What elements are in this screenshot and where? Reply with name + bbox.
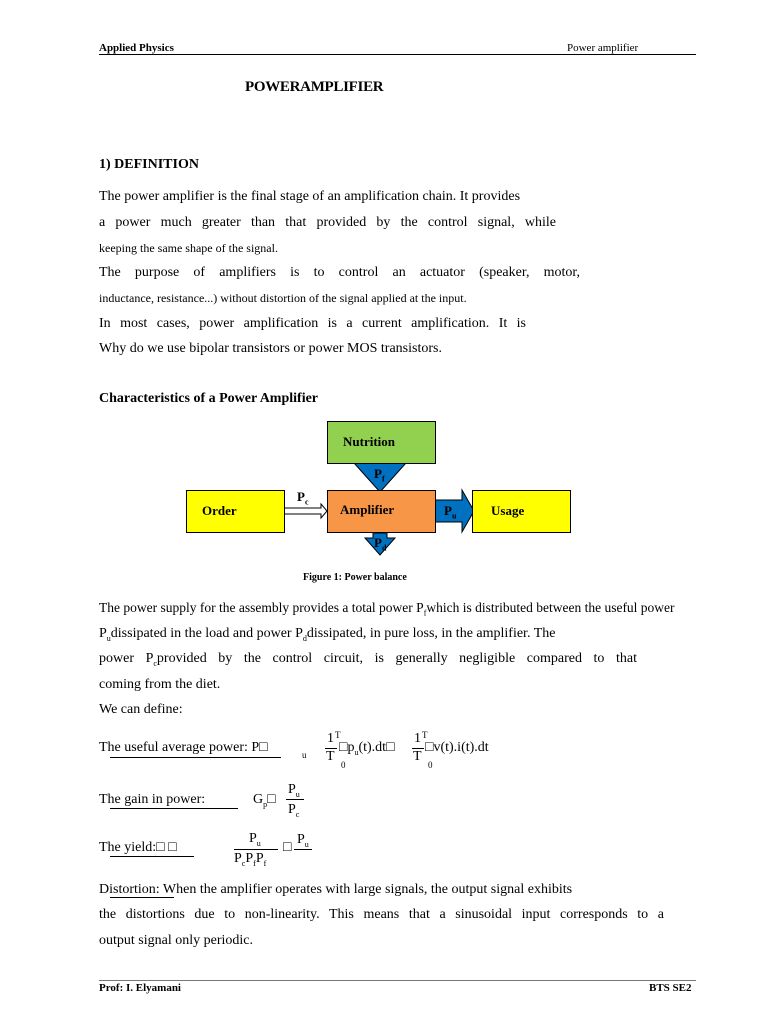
definition-line-3: keeping the same shape of the signal.	[99, 241, 278, 255]
int2-body: □v(t).i(t).dt	[425, 740, 489, 755]
order-label: Order	[202, 503, 237, 518]
figure-caption: Figure 1: Power balance	[303, 572, 407, 583]
int1-lower: 0	[341, 760, 346, 770]
yield-label: The yield:□ □	[99, 840, 177, 855]
frac1-den: T	[326, 749, 335, 764]
pf-label: $P_f$	[374, 466, 385, 484]
nutrition-box	[327, 421, 436, 464]
characteristics-heading: Characteristics of a Power Amplifier	[99, 391, 319, 406]
pd-label: $P_d$	[374, 535, 387, 553]
int1-upper: T	[335, 730, 341, 740]
usage-label: Usage	[491, 503, 525, 518]
gain-num: $P_u$	[288, 782, 300, 799]
footer-left: Prof: I. Elyamani	[99, 982, 181, 994]
definition-line-4: The purpose of amplifiers is to control an actuator (speaker, motor,	[99, 265, 580, 280]
yield-num2: $P_u$	[297, 832, 309, 849]
int1-body: $□p_u(t).dt□$	[339, 740, 395, 757]
gain-den: $P_c$	[288, 802, 300, 819]
distortion-line-2: the distortions due to non-linearity. This means that a sinusoidal input corresponds to a	[99, 907, 664, 922]
header-left: Applied Physics	[99, 42, 174, 54]
useful-power-label: The useful average power: P□	[99, 740, 268, 755]
supply-line-5: We can define:	[99, 702, 183, 717]
amplifier-label: Amplifier	[340, 502, 395, 517]
supply-line-1: The power supply for the assembly provides a total power $P_fwhich$ is distributed between the useful power	[99, 600, 675, 618]
supply-line-2: $P_udissipated$ in the load and power $P_ddissipated$, in pure loss, in the amplifier. The	[99, 626, 556, 643]
pc-label: $P_c$	[297, 489, 309, 507]
supply-line-4: coming from the diet.	[99, 677, 221, 692]
footer-rule	[99, 980, 696, 981]
yield-equals: □	[283, 840, 292, 855]
header-right: Power amplifier	[567, 42, 639, 54]
header-rule	[99, 54, 696, 55]
yield-num1: $P_u$	[249, 831, 261, 848]
usage-box	[472, 490, 571, 533]
useful-power-subscript: u	[302, 750, 307, 760]
frac1-num: 1	[327, 731, 334, 746]
definition-line-5: inductance, resistance...) without distortion of the signal applied at the input.	[99, 291, 467, 305]
section-heading: 1) DEFINITION	[99, 157, 199, 172]
yield-den1: $P_cP_fP_f$	[234, 851, 267, 868]
gain-symbol: $G_p□$	[253, 792, 276, 809]
definition-line-2: a power much greater than that provided by the control signal, while	[99, 215, 556, 230]
pu-label: $P_u$	[444, 503, 457, 521]
frac2-num: 1	[414, 731, 421, 746]
distortion-line-3: output signal only periodic.	[99, 933, 253, 948]
definition-line-7: Why do we use bipolar transistors or power MOS transistors.	[99, 341, 442, 356]
order-box	[186, 490, 285, 533]
footer-right: BTS SE2	[649, 982, 692, 994]
nutrition-label: Nutrition	[343, 434, 395, 449]
gain-label: The gain in power:	[99, 792, 206, 807]
int2-upper: T	[422, 730, 428, 740]
distortion-line-1: Distortion: When the amplifier operates with large signals, the output signal exhibits	[99, 882, 573, 897]
supply-line-3: power $P_cprovided$ by the control circuit, is generally negligible compared to that	[99, 651, 637, 668]
page-title: POWERAMPLIFIER	[245, 79, 384, 95]
definition-line-6: In most cases, power amplification is a current amplification. It is	[99, 316, 526, 331]
frac2-den: T	[413, 749, 422, 764]
definition-line-1: The power amplifier is the final stage of an amplification chain. It provides	[99, 189, 521, 204]
int2-lower: 0	[428, 760, 433, 770]
amplifier-box	[327, 490, 436, 533]
